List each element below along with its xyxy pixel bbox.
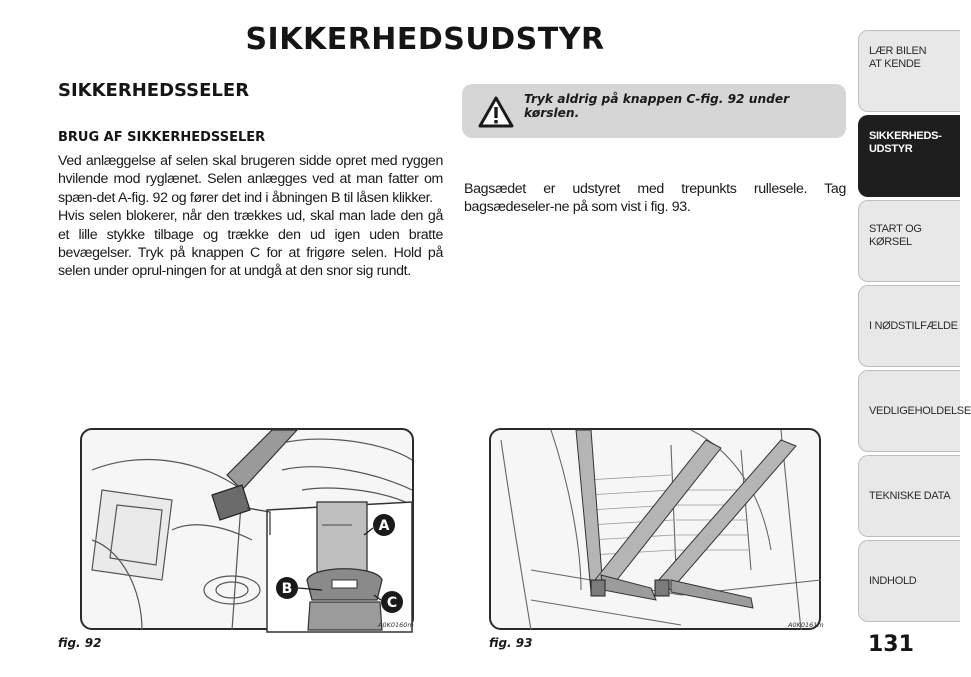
figure-92	[80, 428, 414, 630]
sidebar	[858, 0, 971, 630]
section-title: SIKKERHEDSSELER	[58, 80, 250, 101]
tab-label: LÆR BILEN AT KENDE	[869, 45, 927, 70]
body-text-right: Bagsædet er udstyret med trepunkts rullesele. Tag bagsædeseler-ne på som vist i fig. 93.	[464, 181, 846, 216]
tab-indhold[interactable]	[858, 540, 960, 622]
rear-seat-belts-illustration	[491, 430, 823, 632]
paragraph: Ved anlæggelse af selen skal brugeren sidde opret med ryggen hvilende mod ryglænet. Selen anlægges ved at man fatter om spæn-det A-fig. 92 og fører det ind i åbningen B til låsen klikker.	[58, 153, 443, 206]
tab-laer-bilen-at-kende[interactable]	[858, 30, 960, 112]
warning-triangle-icon	[478, 96, 514, 128]
tab-start-og-korsel[interactable]	[858, 200, 960, 282]
figure-93	[489, 428, 821, 630]
tab-label: SIKKERHEDS-UDSTYR	[869, 130, 942, 155]
label-a: A	[378, 518, 390, 534]
tab-vedligeholdelse[interactable]	[858, 370, 971, 452]
subsection-title: BRUG AF SIKKERHEDSSELER	[58, 130, 266, 145]
page-title: SIKKERHEDSUDSTYR	[245, 22, 605, 57]
figure-caption-93: fig. 93	[489, 636, 533, 650]
tab-sikkerhedsudstyr[interactable]	[858, 115, 960, 197]
warning-box	[462, 84, 846, 138]
tab-label: VEDLIGEHOLDELSE	[869, 405, 971, 417]
seatbelt-buckle-illustration	[82, 430, 416, 632]
tab-label: TEKNISKE DATA	[869, 490, 951, 502]
tab-i-nodstilfaelde[interactable]	[858, 285, 960, 367]
warning-text: Tryk aldrig på knappen C-fig. 92 under kørslen.	[524, 92, 790, 120]
tab-label: I NØDSTILFÆLDE	[869, 320, 958, 332]
tab-tekniske-data[interactable]	[858, 455, 960, 537]
figure-code-93: A0K0161m	[788, 621, 824, 629]
paragraph: Hvis selen blokerer, når den trækkes ud, skal man lade den gå et lille stykke tilbage og trække den ud igen uden bratte bevægelser. Tryk på knappen C for at frigøre selen. Hold på selen under oprul-ningen for at undgå at den snor sig rundt.	[58, 208, 443, 280]
body-text-left	[58, 152, 443, 281]
tab-label: START OG KØRSEL	[869, 223, 922, 248]
label-b: B	[281, 581, 293, 597]
page-number: 131	[868, 632, 914, 657]
figure-code-92: A0K0160m	[378, 621, 414, 629]
label-c: C	[386, 595, 398, 611]
figure-caption-92: fig. 92	[58, 636, 102, 650]
tab-label: INDHOLD	[869, 575, 917, 587]
